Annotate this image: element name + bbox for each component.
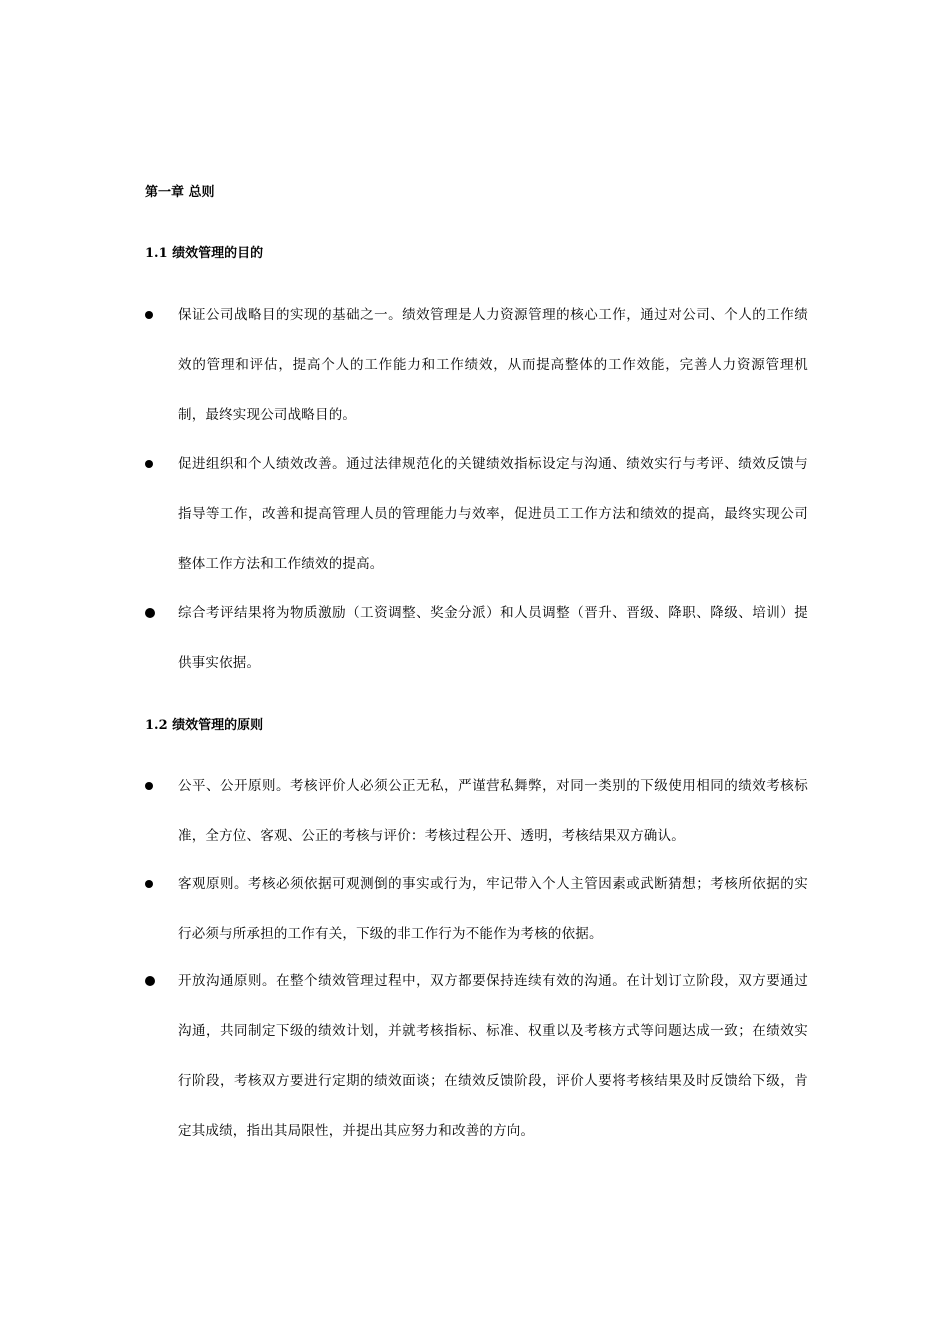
bullet-icon	[145, 311, 153, 319]
list-item-purpose-2: 促进组织和个人绩效改善。通过法律规范化的关键绩效指标设定与沟通、绩效实行与考评、绩效反馈与指导等工作，改善和提高管理人员的管理能力与效率，促进员工工作方法和绩效的提高，最终实现公司整体工作方法和工作绩效的提高。	[178, 456, 808, 572]
list-item-principle-2: 客观原则。考核必须依据可观测倒的事实或行为，牢记带入个人主管因素或武断猜想；考核所依据的实行必须与所承担的工作有关，下级的非工作行为不能作为考核的依据。	[178, 876, 808, 942]
list-item-principle-3: 开放沟通原则。在整个绩效管理过程中，双方都要保持连续有效的沟通。在计划订立阶段，双方要通过沟通，共同制定下级的绩效计划，并就考核指标、标准、权重以及考核方式等问题达成一致；在绩效实行阶段，考核双方要进行定期的绩效面谈；在绩效反馈阶段，评价人要将考核结果及时反馈给下级，肯定其成绩，指出其局限性，并提出其应努力和改善的方向。	[178, 973, 808, 1139]
section-heading-1-2: 1.2 绩效管理的原则	[145, 718, 264, 733]
list-item-purpose-3: 综合考评结果将为物质激励（工资调整、奖金分派）和人员调整（晋升、晋级、降职、降级、培训）提供事实依据。	[178, 605, 808, 671]
bullet-icon	[145, 608, 155, 618]
bullet-icon	[145, 460, 153, 468]
section-heading-1-1: 1.1 绩效管理的目的	[145, 246, 264, 261]
chapter-title: 第一章 总则	[145, 185, 215, 200]
list-item-principle-1: 公平、公开原则。考核评价人必须公正无私，严谨营私舞弊，对同一类别的下级使用相同的绩效考核标准，全方位、客观、公正的考核与评价：考核过程公开、透明，考核结果双方确认。	[178, 778, 808, 844]
bullet-icon	[145, 976, 155, 986]
bullet-icon	[145, 880, 153, 888]
bullet-icon	[145, 782, 153, 790]
list-item-purpose-1: 保证公司战略目的实现的基础之一。绩效管理是人力资源管理的核心工作，通过对公司、个人的工作绩效的管理和评估，提高个人的工作能力和工作绩效，从而提高整体的工作效能，完善人力资源管理机制，最终实现公司战略目的。	[178, 307, 808, 423]
